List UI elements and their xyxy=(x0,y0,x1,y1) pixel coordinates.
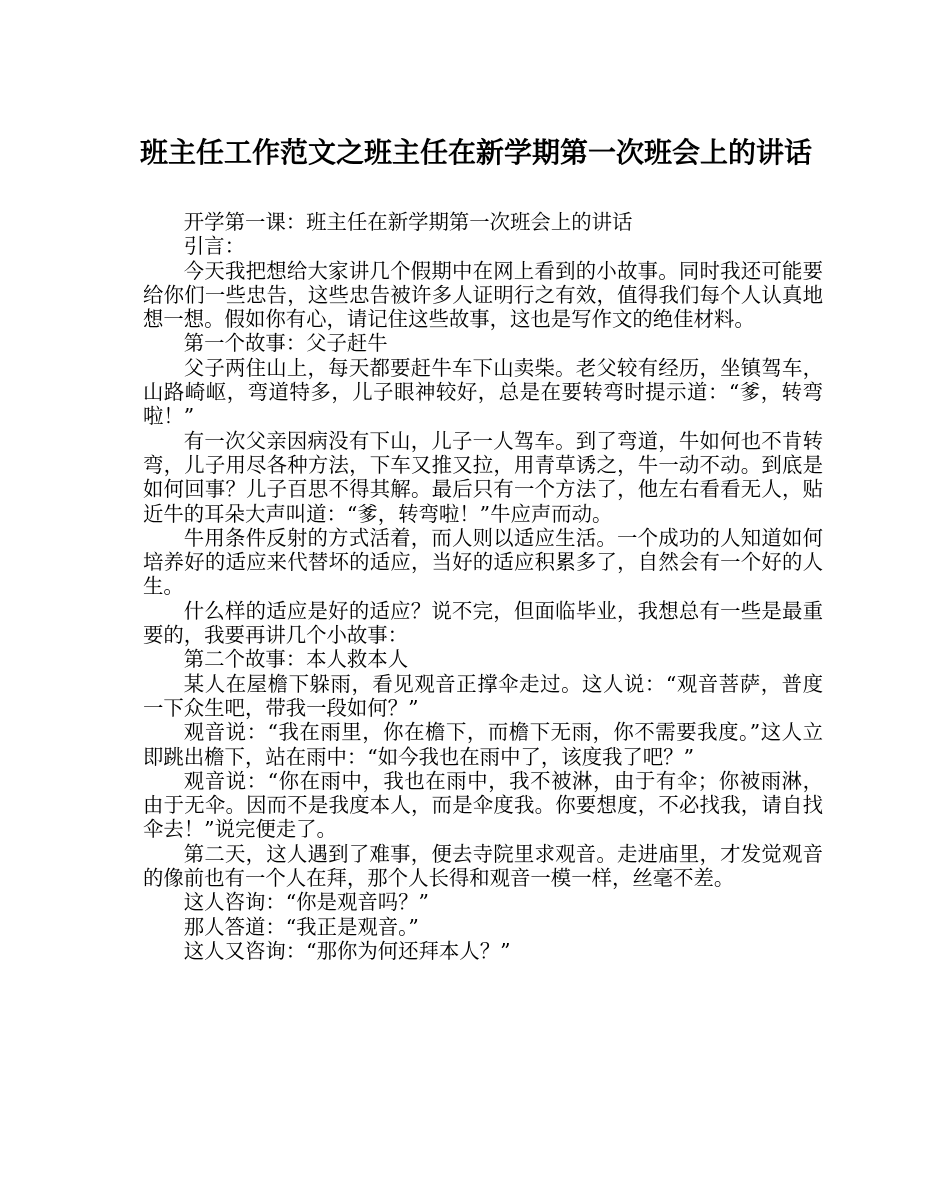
paragraph: 父子两住山上，每天都要赶牛车下山卖柴。老父较有经历，坐镇驾车，山路崎岖，弯道特多，儿子眼神较好，总是在要转弯时提示道：“爹，转弯啦！” xyxy=(143,355,823,429)
document-title: 班主任工作范文之班主任在新学期第一次班会上的讲话 xyxy=(140,136,813,169)
paragraph-story-heading: 第二个故事：本人救本人 xyxy=(183,647,409,672)
paragraph: 某人在屋檐下躲雨，看见观音正撑伞走过。这人说：“观音菩萨，普度一下众生吧，带我一段如何？” xyxy=(143,671,823,720)
paragraph-introduction-label: 引言： xyxy=(183,234,245,259)
paragraph-lesson-heading: 开学第一课：班主任在新学期第一次班会上的讲话 xyxy=(183,210,633,234)
paragraph: 这人又咨询：“那你为何还拜本人？” xyxy=(183,938,511,963)
paragraph: 今天我把想给大家讲几个假期中在网上看到的小故事。同时我还可能要给你们一些忠告，这些忠告被许多人证明行之有效，值得我们每个人认真地想一想。假如你有心，请记住这些故事，这也是写作文的绝佳材料。 xyxy=(143,258,823,332)
paragraph-story-heading: 第一个故事：父子赶牛 xyxy=(183,331,388,356)
paragraph: 这人咨询：“你是观音吗？” xyxy=(183,890,429,915)
paragraph: 牛用条件反射的方式活着，而人则以适应生活。一个成功的人知道如何培养好的适应来代替坏的适应，当好的适应积累多了，自然会有一个好的人生。 xyxy=(143,525,823,599)
paragraph: 那人答道：“我正是观音。” xyxy=(183,914,419,939)
paragraph: 观音说：“你在雨中，我也在雨中，我不被淋，由于有伞；你被雨淋，由于无伞。因而不是我度本人，而是伞度我。你要想度，不必找我，请自找伞去！”说完便走了。 xyxy=(143,768,823,842)
document-body xyxy=(143,210,823,963)
paragraph: 观音说：“我在雨里，你在檐下，而檐下无雨，你不需要我度。”这人立即跳出檐下，站在雨中：“如今我也在雨中了，该度我了吧？” xyxy=(143,720,823,769)
paragraph: 第二天，这人遇到了难事，便去寺院里求观音。走进庙里，才发觉观音的像前也有一个人在拜，那个人长得和观音一模一样，丝毫不差。 xyxy=(143,841,823,891)
paragraph: 什么样的适应是好的适应？说不完，但面临毕业，我想总有一些是最重要的，我要再讲几个小故事： xyxy=(143,598,823,648)
paragraph: 有一次父亲因病没有下山，儿子一人驾车。到了弯道，牛如何也不肯转弯，儿子用尽各种方法，下车又推又拉，用青草诱之，牛一动不动。到底是如何回事？儿子百思不得其解。最后只有一个方法了，他左右看看无人，贴近牛的耳朵大声叫道：“爹，转弯啦！”牛应声而动。 xyxy=(143,428,823,526)
